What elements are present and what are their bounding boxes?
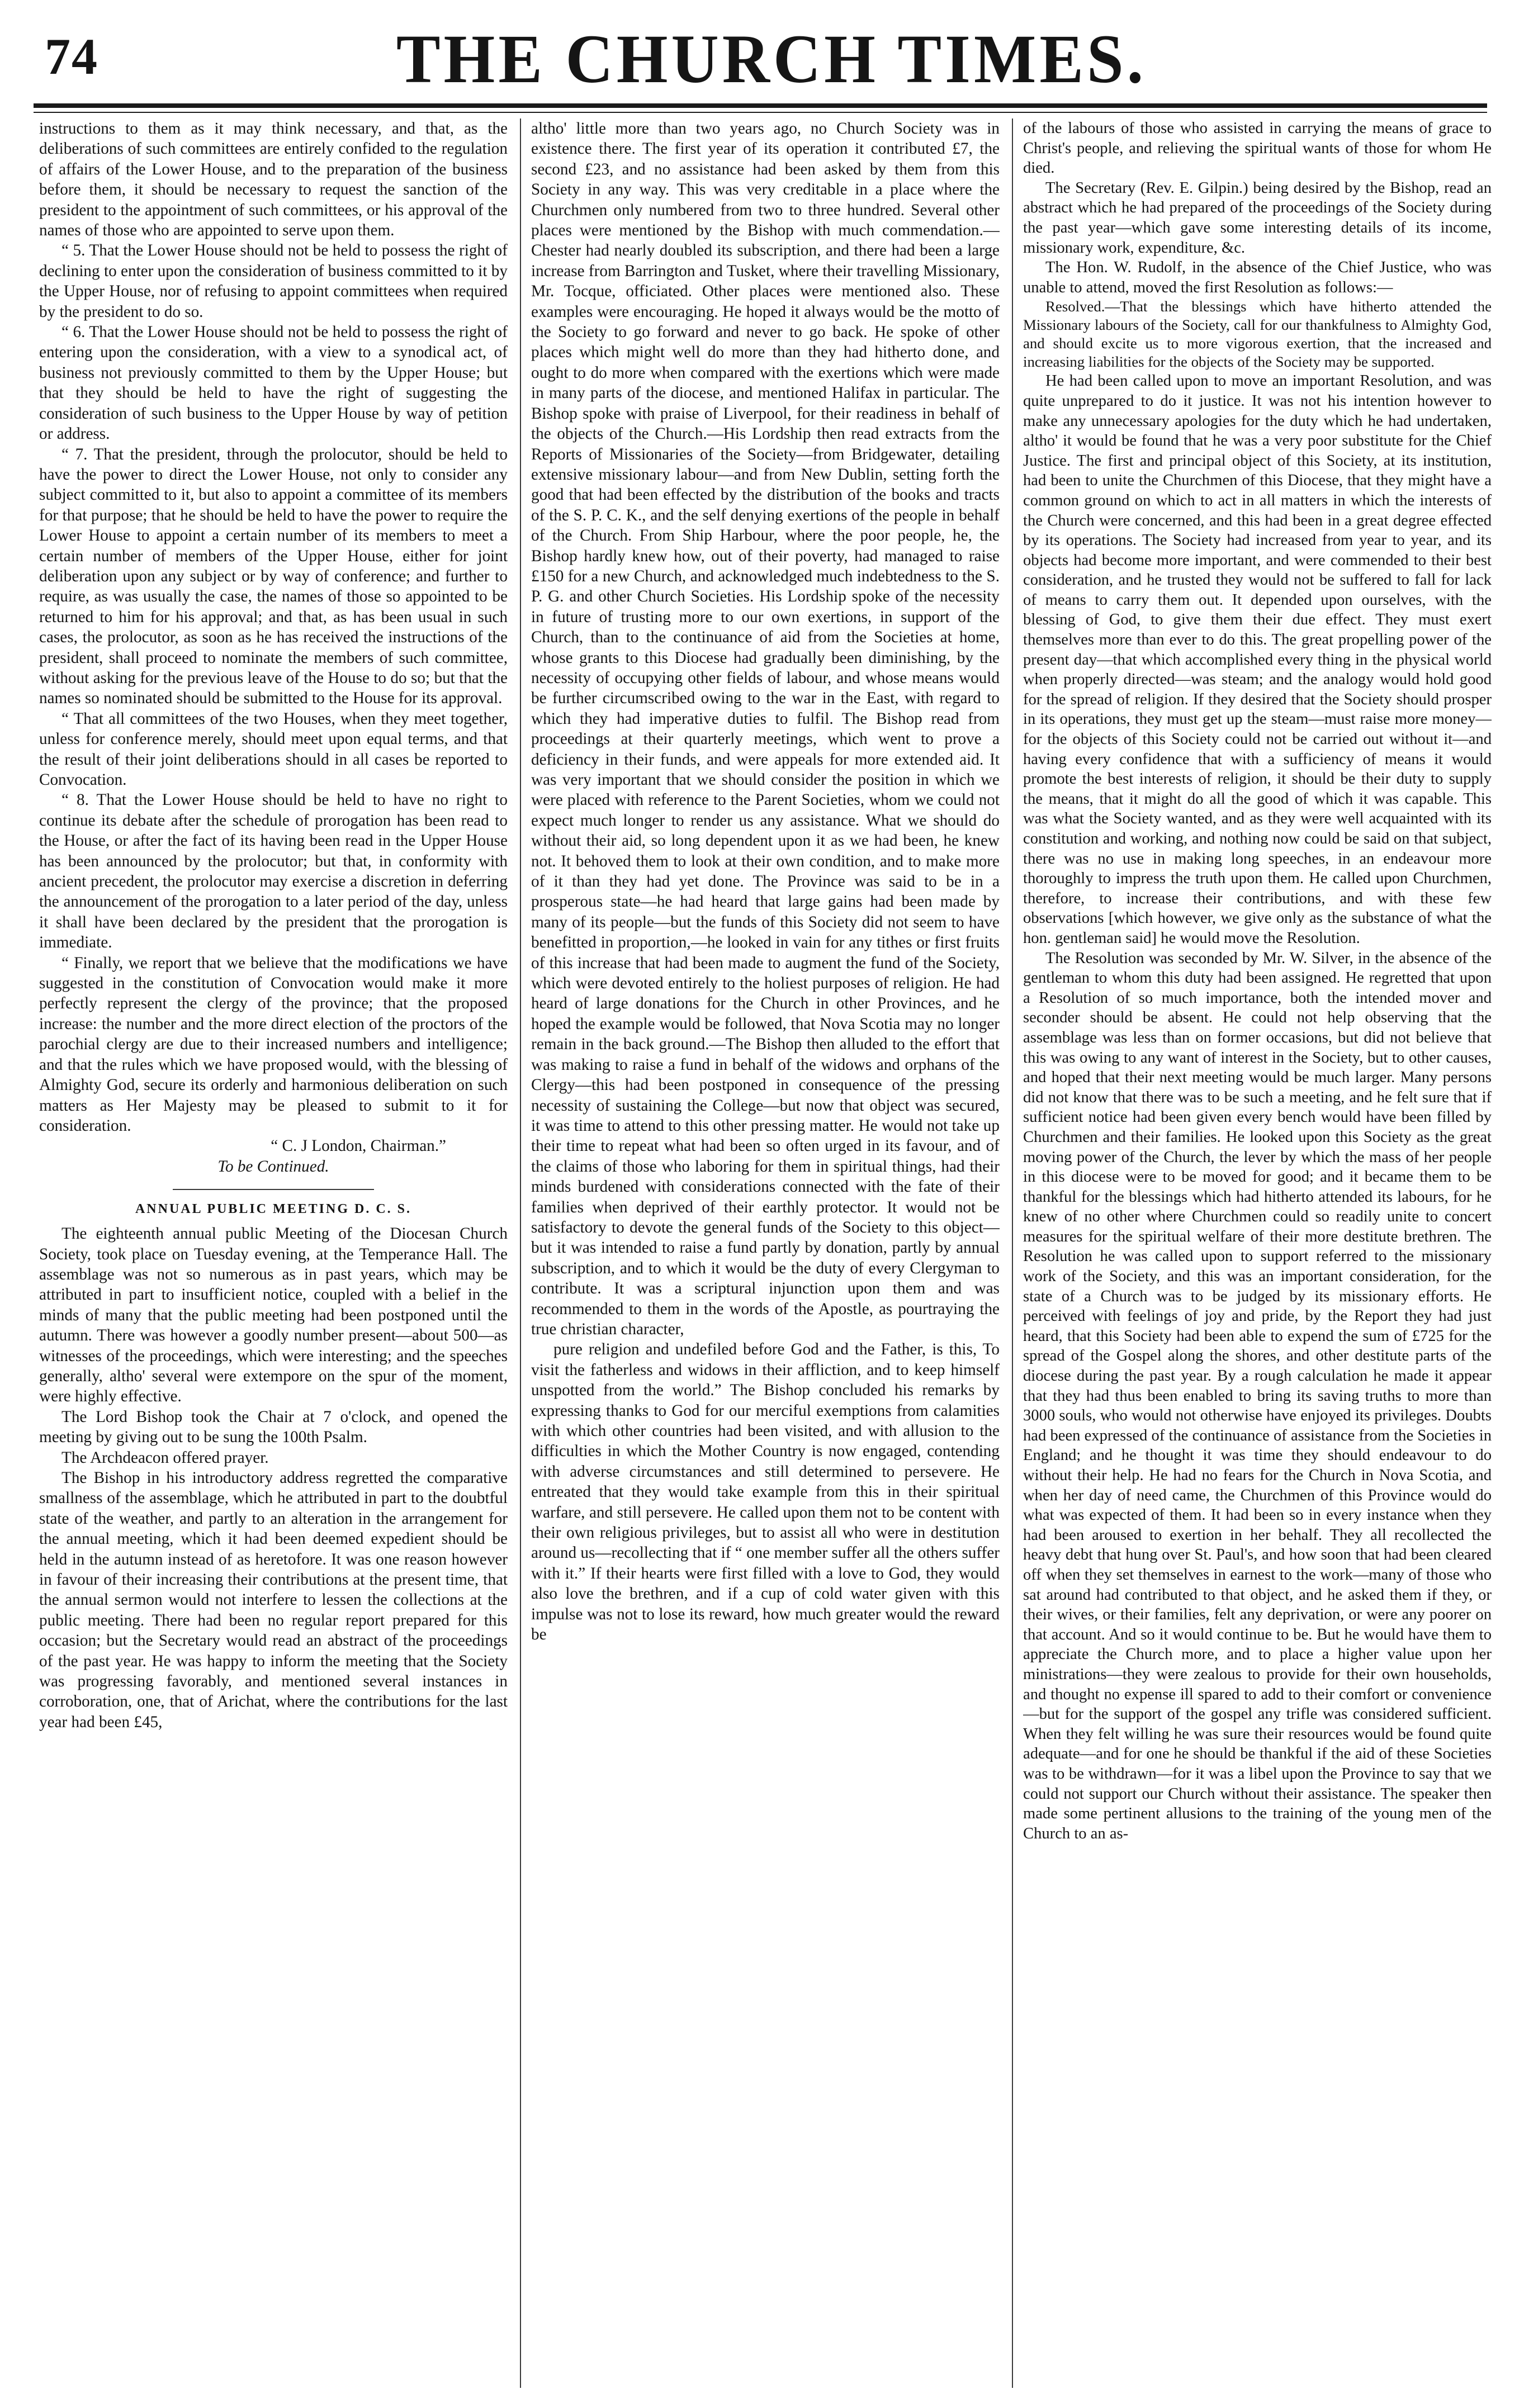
meeting-paragraph: The Archdeacon offered prayer. [61, 1448, 269, 1467]
masthead-rule-thin [34, 112, 1487, 113]
convocation-finally: “ Finally, we report that we believe that the modifications we have suggested in the constitution of Convocation would make it more perfectly represent the clergy of the province; that the proposed increase: the number and the more direct election of the proctors of the parochial clergy are due to their increased numbers and intelligence; and that the rules which we have proposed would, with the blessing of Almighty God, secure its orderly and harmonious deliberation on such matters as Her Majesty may be pleased to submit to it for consideration. [39, 954, 508, 1135]
meeting-paragraph: He had been called upon to move an important Resolution, and was quite unprepared to do it justice. It was not his intention however to make any unnecessary apologies for the duty which he had undertaken, altho' it would be found that he was a very poor substitute for the Chief Justice. The first and principal object of this Society, at its institution, had been to unite the Churchmen of this Diocese, that they might have a common ground on which to act in all matters in which the interests of the Church were concerned, and this had been in a great degree effected by its operations. The Society had increased from year to year, and its objects had become more important, and were commended to their best consideration, and he trusted they would not be suffered to fall for lack of means to carry them out. It depended upon ourselves, with the blessing of God, to give them their due effect. They must exert themselves more than ever to do this. The great propelling power of the present day—that which accomplished every thing in the physical world when properly directed—was steam; and the analogy would hold good for the spread of religion. If they desired that the Society should prosper in its operations, they must get up the steam—must raise more money—for the objects of this Society could not be carried out without it—and having every confidence that with a sufficiency of means it would promote the best interests of religion, it should be their duty to supply the means, that it might do all the good of which it was capable. This was what the Society wanted, and as they were well acquainted with its constitution and working, and nothing now could be said on that subject, there was no use in making long speeches, in an endeavour more thoroughly to impress the truth upon them. He called upon Churchmen, therefore, to increase their contributions, and with these few observations [which however, we give only as the substance of what the hon. gentleman said] he would move the Resolution. [1023, 372, 1492, 947]
section-heading: ANNUAL PUBLIC MEETING D. C. S. [135, 1202, 412, 1217]
meeting-paragraph: The Secretary (Rev. E. Gilpin.) being desired by the Bishop, read an abstract which he had prepared of the proceedings of the Society during the past year—which gave some interesting details of its income, missionary work, expenditure, &c. [1023, 179, 1492, 257]
convocation-rule-7: “ 7. That the president, through the prolocutor, should be held to have the power to direct the Lower House, not only to consider any subject committed to it, but also to appoint a committee of its members for that purpose; that he should be held to have the power to require the Lower House to appoint a certain number of its members to meet a certain number of members of the Upper House, either for joint deliberation upon any subject or by way of conference; and further to require, as was usually the case, the names of those so appointed to be returned to him for his approval; and that, as has been usual in such cases, the prolocutor, as soon as he has received the instructions of the president, shall proceed to nominate the members of such committee, without asking for the previous leave of the House to do so; but that the names so nominated should be submitted to the House for its approval. [39, 445, 508, 708]
column-3 [1023, 118, 1492, 2393]
masthead-rule-thick [34, 103, 1487, 108]
column-divider [520, 118, 521, 2388]
to-be-continued: To be Continued. [217, 1157, 329, 1175]
chairman-signature: “ C. J London, Chairman.” [271, 1137, 446, 1155]
meeting-paragraph: The eighteenth annual public Meeting of the Diocesan Church Society, took place on Tuesday evening, at the Temperance Hall. The assemblage was not so numerous as in past years, which may be attributed in part to insufficient notice, coupled with a belief in the minds of many that the public meeting had been postponed until the autumn. There was however a goodly number present—about 500—as witnesses of the proceedings, which were interesting; and the speeches generally, altho' several were extempore on the spur of the moment, were highly effective. [39, 1225, 508, 1406]
convocation-rule-5: “ 5. That the Lower House should not be held to possess the right of declining to enter upon the consideration of business committed to it by the Upper House, nor of refusing to appoint committees when required by the president to do so. [39, 241, 508, 321]
meeting-paragraph: The Resolution was seconded by Mr. W. Silver, in the absence of the gentleman to whom this duty had been assigned. He regretted that upon a Resolution of so much importance, both the intended mover and seconder should be absent. He could not help observing that the assemblage was less than on former occasions, but did not believe that this was owing to any want of interest in the Society, but to other causes, and hoped that their next meeting would be much larger. Many persons did not know that there was to be such a meeting, and he felt sure that if sufficient notice had been given every bench would have been filled by Churchmen and their families. He looked upon this Society as the great moving power of the Church, the lever by which the mass of her people in this diocese were to be moved for good; and it became them to be thankful for the blessings which had hitherto attended its labours, for he knew of no other where Churchmen could so readily unite to concert measures for the spiritual welfare of their more destitute brethren. The Resolution he was called upon to support referred to the missionary work of the Society, and this was an important consideration, for the state of a Church was to be judged by its missionary efforts. He perceived with feelings of joy and pride, by the Report they had just heard, that this Society had been able to expend the sum of £725 for the spread of the Gospel along the shores, and other destitute parts of the diocese during the past year. By a rough calculation he made it appear that they had thus been enabled to bring its saving truths to more than 3000 souls, who would not otherwise have enjoyed its privileges. Doubts had been expressed of the continuance of assistance from the Societies in England; and he thought it was time they should endeavour to do without their help. He had no fears for the Church in Nova Scotia, and when her day of need came, the Churchmen of this Province would do what was expected of them. It had been so in every instance when they had been aroused to exertion in her behalf. They all recollected the heavy debt that hung over St. Paul's, and how soon that had been cleared off when they set themselves in earnest to the work—many of those who sat around had contributed to that object, and he asked them if they, or their wives, or their families, felt any deprivation, or were any poorer on that account. And so it would continue to be. But he would have them to appreciate the Church more, and to place a higher value upon her ministrations—they were zealous to provide for their own households, and thought no expense ill spared to add to their comfort or convenience—but for the support of the gospel any trifle was considered sufficient. When they felt willing he was sure their resources would be found quite adequate—and for one he should be thankful if the aid of these Societies was to be withdrawn—for it was a libel upon the Province to say that we could not support our Church without their assistance. The speaker then made some pertinent allusions to the training of the young men of the Church to an as- [1023, 949, 1492, 1842]
convocation-rule-8: “ 8. That the Lower House should be held to have no right to continue its debate after the schedule of prorogation has been read to the House, or after the fact of its having been read in the Upper House has been announced by the prolocutor; but that, in conformity with ancient precedent, the prolocutor may exercise a discretion in deferring the announcement of the prorogation to a later period of the day, unless it shall have been declared by the president that the prorogation is immediate. [39, 791, 508, 952]
convocation-paragraph: instructions to them as it may think necessary, and that, as the deliberations of such committees are entirely confided to the regulation of affairs of the Lower House, and to the preparation of the business before them, it should be necessary to request the sanction of the president to the appointment of such committees, or his approval of the names of those who are appointed to serve upon them. [39, 120, 508, 240]
meeting-paragraph: pure religion and undefiled before God and the Father, is this, To visit the fatherless and widows in their affliction, and to keep himself unspotted from the world.” The Bishop concluded his remarks by expressing thanks to God for our merciful exemptions from calamities with which other countries had been visited, and with allusion to the difficulties in which the Mother Country is now engaged, contending with adverse circumstances and still determined to persevere. He entreated that they would take example from this in their spiritual warfare, and still persevere. He called upon them not to be content with their own religious privileges, but to assist all who were in destitution around us—recollecting that if “ one member suffer all the others suffer with it.” If their hearts were first filled with a love to God, they would also love the brethren, and if a cup of cold water given with this impulse was not to lose its reward, how much greater would the reward be [531, 1340, 1000, 1644]
section-divider [173, 1189, 374, 1190]
meeting-paragraph: The Bishop in his introductory address regretted the comparative smallness of the assemblage, which he attributed in part to the doubtful state of the weather, and partly to an alteration in the arrangement for the annual meeting, which it had been deemed expedient should be held in the autumn instead of as heretofore. It was one reason however in favour of their increasing their contributions at the present time, that the annual sermon would not interfere to lessen the collections at the public meeting. There had been no regular report prepared for this occasion; but the Secretary would read an abstract of the proceedings of the past year. He was happy to inform the meeting that the Society was progressing favorably, and mentioned several instances in corroboration, one, that of Arichat, where the contributions for the last year had been £45, [39, 1469, 508, 1731]
meeting-paragraph: altho' little more than two years ago, no Church Society was in existence there. The first year of its operation it contributed £7, the second £23, and no assistance had been asked by them from this Society in any way. This was very creditable in a place where the Churchmen only numbered from two to three hundred. Several other places were mentioned by the Bishop with much commendation.—Chester had nearly doubled its subscription, and there had been a large increase from Barrington and Tusket, where their travelling Missionary, Mr. Tocque, officiated. Other places were mentioned also. These examples were encouraging. He hoped it always would be the motto of the Society to go forward and never to go back. He spoke of other places which might well do more than they had hitherto done, and ought to do more when compared with the exertions which were made in many parts of the diocese, and mentioned Halifax in particular. The Bishop spoke with praise of Liverpool, for their readiness in behalf of the objects of the Church.—His Lordship then read extracts from the Reports of Missionaries of the Society—from Bridgewater, detailing extensive missionary labour—and from New Dublin, setting forth the good that had been effected by the distribution of the books and tracts of the S. P. C. K., and the self denying exertions of the people in behalf of the Church. From Ship Harbour, where the poor people, he, the Bishop hardly knew how, out of their poverty, had managed to raise £150 for a new Church, and acknowledged much indebtedness to the S. P. G. and other Church Societies. His Lordship spoke of the necessity in future of trusting more to our own exertions, in support of the Church, than to the continuance of aid from the Societies at home, whose grants to this Diocese had gradually been diminishing, by the necessity of occupying other fields of labour, and whose means would be further circumscribed owing to the war in the East, with regard to which they had imperative duties to fulfil. The Bishop read from proceedings at their quarterly meetings, which went to prove a deficiency in their funds, and were appeals for more extended aid. It was very important that we should consider the position in which we were placed with reference to the Parent Societies, whom we could not expect much longer to render us any assistance. What we should do without their aid, so long dependent upon it as we had been, he knew not. It behoved them to look at their own condition, and to make more of it than they had yet done. The Province was said to be in a prosperous state—he had heard that large gains had been made by many of its people—but the funds of this Society did not seem to have benefitted in proportion,—he looked in vain for any tithes or first fruits of this increase that had been made to augment the fund of the Society, which were devoted entirely to the holiest purposes of religion. He had heard of large donations for the Church in other Provinces, and he hoped the example would be followed, that Nova Scotia may no longer remain in the back ground.—The Bishop then alluded to the effort that was making to raise a fund in behalf of the widows and orphans of the Clergy—this had been postponed in consequence of the pressing necessity of sustaining the College—but now that object was secured, it was time to attend to this other pressing matter. He would not take up their time to repeat what had been so often urged in its favour, and of the claims of those who laboring for them in spiritual things, had their minds burdened with considerations connected with the fate of their families when deprived of their earthly protector. It would not be satisfactory to devote the general funds of the Society to this object—but it was intended to raise a fund partly by donation, partly by annual subscription, and to which it would be the duty of every Clergyman to contribute. It was a scriptural injunction upon them and was recommended to them in the words of the Apostle, as pourtraying the true christian character, [531, 120, 1000, 1338]
masthead [34, 21, 1509, 105]
meeting-paragraph: The Lord Bishop took the Chair at 7 o'clock, and opened the meeting by giving out to be sung the 100th Psalm. [39, 1407, 508, 1447]
convocation-rule-6: “ 6. That the Lower House should not be held to possess the right of entering upon the consideration, with a view to a synodical act, of business not previously committed to them by the Upper House; but that they should be held to have the right of suggesting the consideration of such business to the Upper House by way of petition or address. [39, 323, 508, 443]
meeting-paragraph: of the labours of those who assisted in carrying the means of grace to Christ's people, and relieving the spiritual wants of those for whom He died. [1023, 120, 1492, 177]
convocation-committees: “ That all committees of the two Houses, when they meet together, unless for conference merely, should meet upon equal terms, and that the result of their joint deliberations should in all cases be reported to Convocation. [39, 709, 508, 789]
column-divider [1012, 118, 1013, 2388]
newspaper-title: THE CHURCH TIMES. [396, 20, 1147, 98]
column-1 [39, 118, 508, 2393]
page-number: 74 [45, 28, 98, 85]
meeting-paragraph: The Hon. W. Rudolf, in the absence of the Chief Justice, who was unable to attend, moved the first Resolution as follows:— [1023, 259, 1492, 296]
first-resolution: Resolved.—That the blessings which have hitherto attended the Missionary labours of the Society, call for our thankfulness to Almighty God, and should excite us to more vigorous exertion, that the increased and increasing liabilities for the objects of the Society may be supported. [1023, 298, 1492, 371]
column-2 [531, 118, 1000, 2393]
article-columns [39, 118, 1493, 2393]
